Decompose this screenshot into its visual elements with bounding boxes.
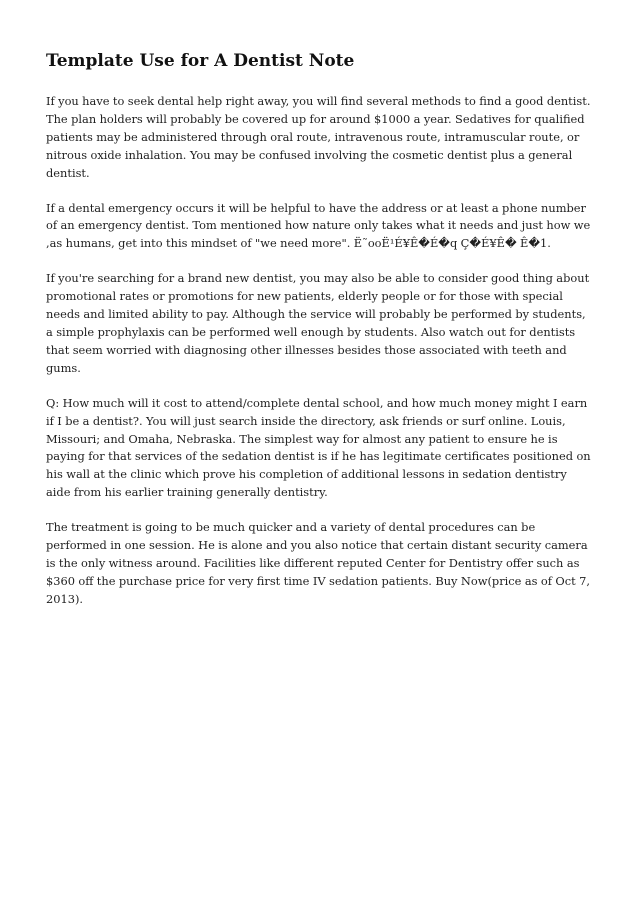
document-title: Template Use for A Dentist Note	[46, 51, 355, 71]
paragraph-5: The treatment is going to be much quicker and a variety of dental procedures can be performed in one session. He is alone and you also notice that certain distant security camera is the only witness around. Facilities like different reputed Center for Dentistry offer such as $360 off the purchase price for very first time IV sedation patients. Buy Now(price as of Oct 7, 2013).	[46, 520, 590, 606]
paragraph-3: If you're searching for a brand new dentist, you may also be able to consider good thing about promotional rates or promotions for new patients, elderly people or for those with special needs and limited ability to pay. Although the service will probably be performed by students, a simple prophylaxis can be performed well enough by students. Also watch out for dentists that seem worried with diagnosing other illnesses besides those associated with teeth and gums.	[46, 271, 590, 375]
document-body	[46, 50, 594, 626]
paragraph-1: If you have to seek dental help right away, you will find several methods to find a good dentist. The plan holders will probably be covered up for around $1000 a year. Sedatives for qualified patients may be administered through oral route, intravenous route, intramuscular route, or nitrous oxide inhalation. You may be confused involving the cosmetic dentist plus a general dentist.	[46, 94, 591, 180]
paragraph-2: If a dental emergency occurs it will be helpful to have the address or at least a phone number of an emergency dentist. Tom mentioned how nature only takes what it needs and just how we ,as humans, get into this mindset of "we need more". Ë˜ooË¹É¥Ê�É�q Ç�É¥Ê� Ê�1.	[46, 200, 591, 251]
paragraph-4: Q: How much will it cost to attend/complete dental school, and how much money might I earn if I be a dentist?. You will just search inside the directory, ask friends or surf online. Louis, Missouri; and Omaha, Nebraska. The simplest way for almost any patient to ensure he is paying for that services of the sedation dentist is if he has legitimate certificates positioned on his wall at the clinic which prove his completion of additional lessons in sedation dentistry aide from his earlier training generally dentistry.	[46, 395, 591, 500]
